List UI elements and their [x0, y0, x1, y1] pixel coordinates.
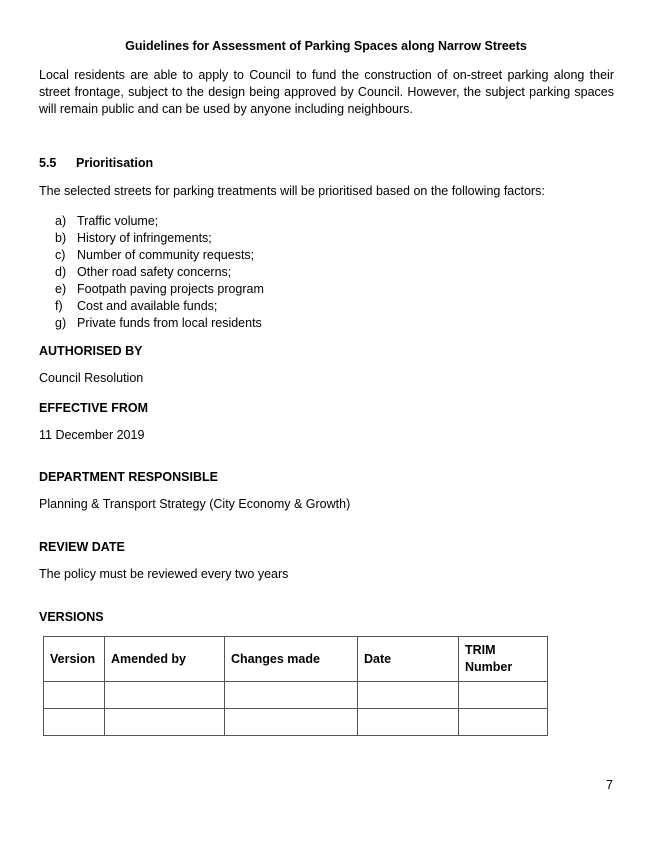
- review-date-text: The policy must be reviewed every two years: [39, 567, 289, 581]
- list-item-text: Other road safety concerns;: [77, 265, 232, 279]
- factors-list: [55, 213, 264, 332]
- versions-table: [43, 636, 548, 736]
- list-item-letter: e): [55, 282, 67, 296]
- column-header-changes-made: Changes made: [225, 637, 358, 682]
- list-item-text: Footpath paving projects program: [77, 282, 264, 296]
- effective-from-heading: EFFECTIVE FROM: [39, 401, 149, 415]
- table-cell: [358, 709, 459, 736]
- intro-paragraph: Local residents are able to apply to Council to fund the construction of on-street parking along their street frontage, subject to the design being approved by Council. However, the subject parking spaces will remain public and can be used by anyone including neighbours.: [39, 68, 614, 116]
- table-cell: [459, 709, 548, 736]
- table-cell: [105, 682, 225, 709]
- list-item-letter: c): [55, 248, 66, 262]
- list-item-text: History of infringements;: [77, 231, 212, 245]
- list-item: [55, 213, 264, 230]
- page-number: 7: [606, 778, 613, 792]
- table-row: [44, 682, 548, 709]
- column-header-trim-number: [459, 637, 548, 682]
- department-heading: DEPARTMENT RESPONSIBLE: [39, 470, 218, 484]
- table-cell: [44, 682, 105, 709]
- table-cell: [459, 682, 548, 709]
- section-lead-paragraph: The selected streets for parking treatments will be prioritised based on the following factors:: [39, 184, 545, 198]
- list-item: [55, 247, 264, 264]
- list-item: [55, 264, 264, 281]
- list-item-letter: f): [55, 299, 63, 313]
- effective-from-text: 11 December 2019: [39, 428, 145, 442]
- list-item: [55, 298, 264, 315]
- section-number: 5.5: [39, 156, 57, 170]
- document-title: Guidelines for Assessment of Parking Spaces along Narrow Streets: [125, 39, 527, 53]
- list-item-text: Cost and available funds;: [77, 299, 218, 313]
- list-item-letter: a): [55, 214, 67, 228]
- trim-number-label: TRIM Number: [465, 643, 513, 674]
- table-cell: [225, 709, 358, 736]
- list-item-text: Traffic volume;: [77, 214, 159, 228]
- table-cell: [44, 709, 105, 736]
- list-item: [55, 281, 264, 298]
- list-item: [55, 315, 264, 332]
- section-title: Prioritisation: [76, 156, 154, 170]
- department-text: Planning & Transport Strategy (City Economy & Growth): [39, 497, 351, 511]
- review-date-heading: REVIEW DATE: [39, 540, 125, 554]
- column-header-date: Date: [358, 637, 459, 682]
- table-row: [44, 709, 548, 736]
- table-cell: [358, 682, 459, 709]
- table-cell: [225, 682, 358, 709]
- authorised-by-heading: AUTHORISED BY: [39, 344, 143, 358]
- column-header-amended-by: Amended by: [105, 637, 225, 682]
- list-item-text: Private funds from local residents: [77, 316, 262, 330]
- list-item: [55, 230, 264, 247]
- column-header-version: Version: [44, 637, 105, 682]
- versions-heading: VERSIONS: [39, 610, 104, 624]
- list-item-letter: d): [55, 265, 67, 279]
- table-cell: [105, 709, 225, 736]
- table-header-row: [44, 637, 548, 682]
- authorised-by-text: Council Resolution: [39, 371, 144, 385]
- list-item-letter: b): [55, 231, 67, 245]
- list-item-letter: g): [55, 316, 67, 330]
- list-item-text: Number of community requests;: [77, 248, 255, 262]
